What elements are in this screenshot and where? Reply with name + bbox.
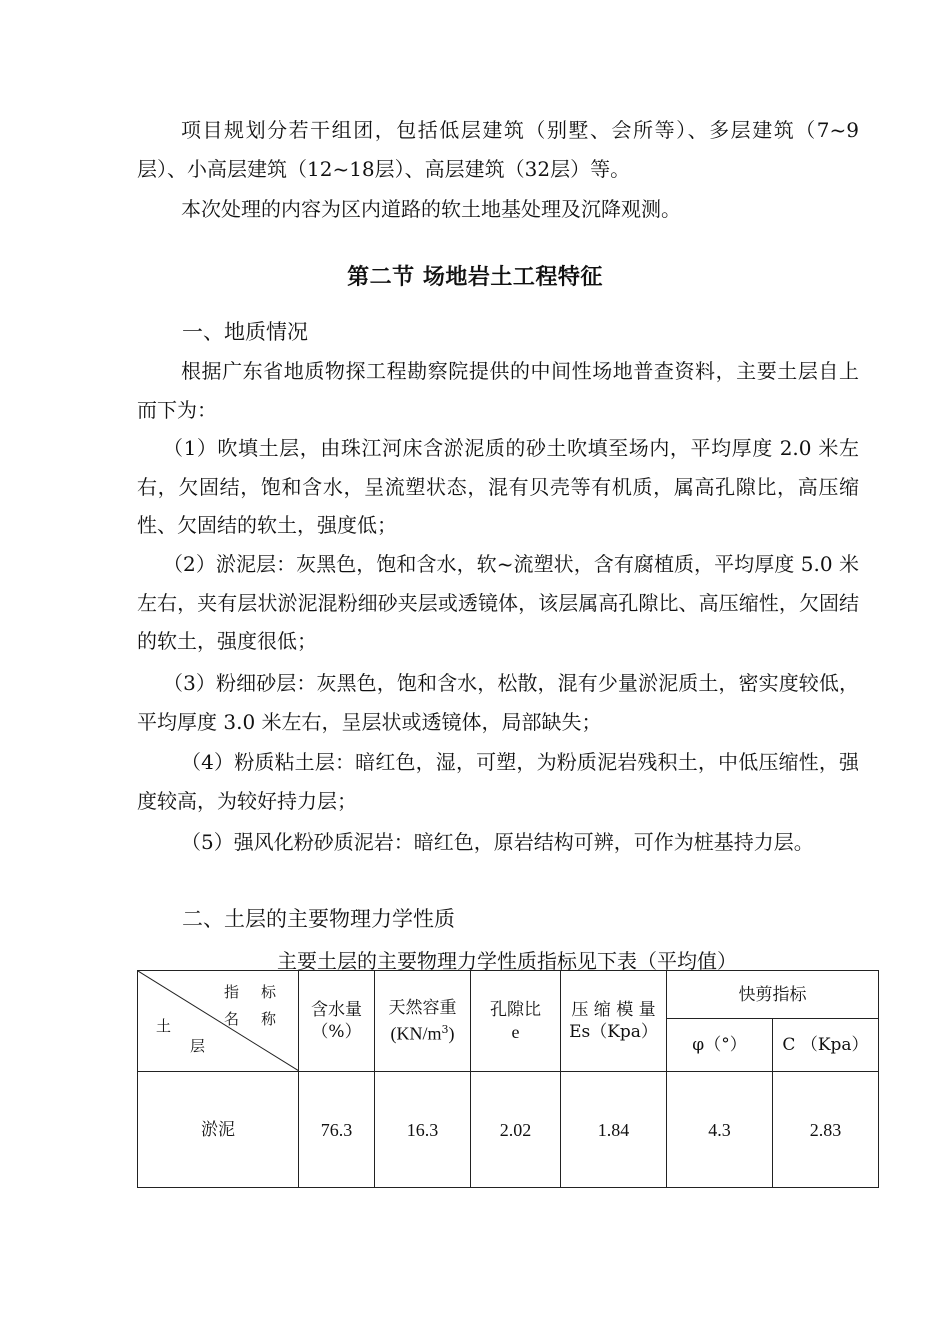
layer-5-mudstone: （5）强风化粉砂质泥岩：暗红色，原岩结构可辨，可作为桩基持力层。 bbox=[181, 830, 814, 854]
cell-cohesion: 2.83 bbox=[773, 1072, 879, 1188]
paragraph-project-plan: 项目规划分若干组团，包括低层建筑（别墅、会所等）、多层建筑（7~9层）、小高层建筑（12~18层）、高层建筑（32层）等。 bbox=[137, 118, 859, 181]
table-caption: 主要土层的主要物理力学性质指标见下表（平均值） bbox=[277, 949, 737, 973]
properties-heading: 二、土层的主要物理力学性质 bbox=[182, 907, 455, 931]
geology-intro: 根据广东省地质物探工程勘察院提供的中间性场地普查资料，主要土层自上而下为： bbox=[137, 359, 859, 422]
layer-1-fill: （1）吹填土层，由珠江河床含淤泥质的砂土吹填至场内，平均厚度 2.0 米左右，欠固结，饱和含水，呈流塑状态，混有贝壳等有机质，属高孔隙比，高压缩性、欠固结的软土，强度低； bbox=[137, 436, 859, 537]
paragraph-scope: 本次处理的内容为区内道路的软土地基处理及沉降观测。 bbox=[181, 197, 681, 221]
corner-header-cell bbox=[138, 971, 299, 1072]
layer-2-silt: （2）淤泥层：灰黑色，饱和含水，软~流塑状，含有腐植质，平均厚度 5.0 米左右，夹有层状淤泥混粉细砂夹层或透镜体，该层属高孔隙比、高压缩性，欠固结的软土，强度很低； bbox=[137, 552, 859, 653]
corner-layer-char: 层 bbox=[190, 1037, 206, 1055]
layer-3-fine-sand: （3）粉细砂层：灰黑色，饱和含水，松散，混有少量淤泥质土，密实度较低，平均厚度 3.0 米左右，呈层状或透镜体，局部缺失； bbox=[137, 671, 859, 734]
header-friction-angle: φ（°） bbox=[667, 1019, 773, 1072]
header-direct-shear: 快剪指标 bbox=[667, 971, 879, 1019]
layer-4-silty-clay: （4）粉质粘土层：暗红色，湿，可塑，为粉质泥岩残积土，中低压缩性，强度较高，为较好持力层； bbox=[137, 750, 859, 813]
cell-soil-name: 淤泥 bbox=[138, 1072, 299, 1188]
corner-layer-char: 土 bbox=[156, 1017, 172, 1035]
cell-compression-modulus: 1.84 bbox=[561, 1072, 667, 1188]
geology-heading: 一、地质情况 bbox=[182, 320, 308, 344]
header-void-ratio: 孔隙比 e bbox=[471, 971, 561, 1072]
header-compression-modulus: 压 缩 模 量 Es（Kpa） bbox=[561, 971, 667, 1072]
header-water-content: 含水量 （%） bbox=[299, 971, 375, 1072]
cell-water-content: 76.3 bbox=[299, 1072, 375, 1188]
table-row bbox=[138, 1072, 879, 1188]
header-unit-weight: 天然容重 $(KN/m^3)$ bbox=[375, 971, 471, 1072]
cell-friction-angle: 4.3 bbox=[667, 1072, 773, 1188]
corner-index-char: 名 bbox=[224, 1010, 240, 1028]
section-title: 第二节 场地岩土工程特征 bbox=[347, 265, 603, 290]
header-cohesion: C （Kpa） bbox=[773, 1019, 879, 1072]
cell-unit-weight: 16.3 bbox=[375, 1072, 471, 1188]
soil-properties-table bbox=[137, 970, 879, 1188]
corner-index-char: 称 bbox=[261, 1010, 277, 1028]
cell-void-ratio: 2.02 bbox=[471, 1072, 561, 1188]
corner-index-char: 指 bbox=[224, 983, 240, 1001]
corner-index-char: 标 bbox=[261, 983, 277, 1001]
